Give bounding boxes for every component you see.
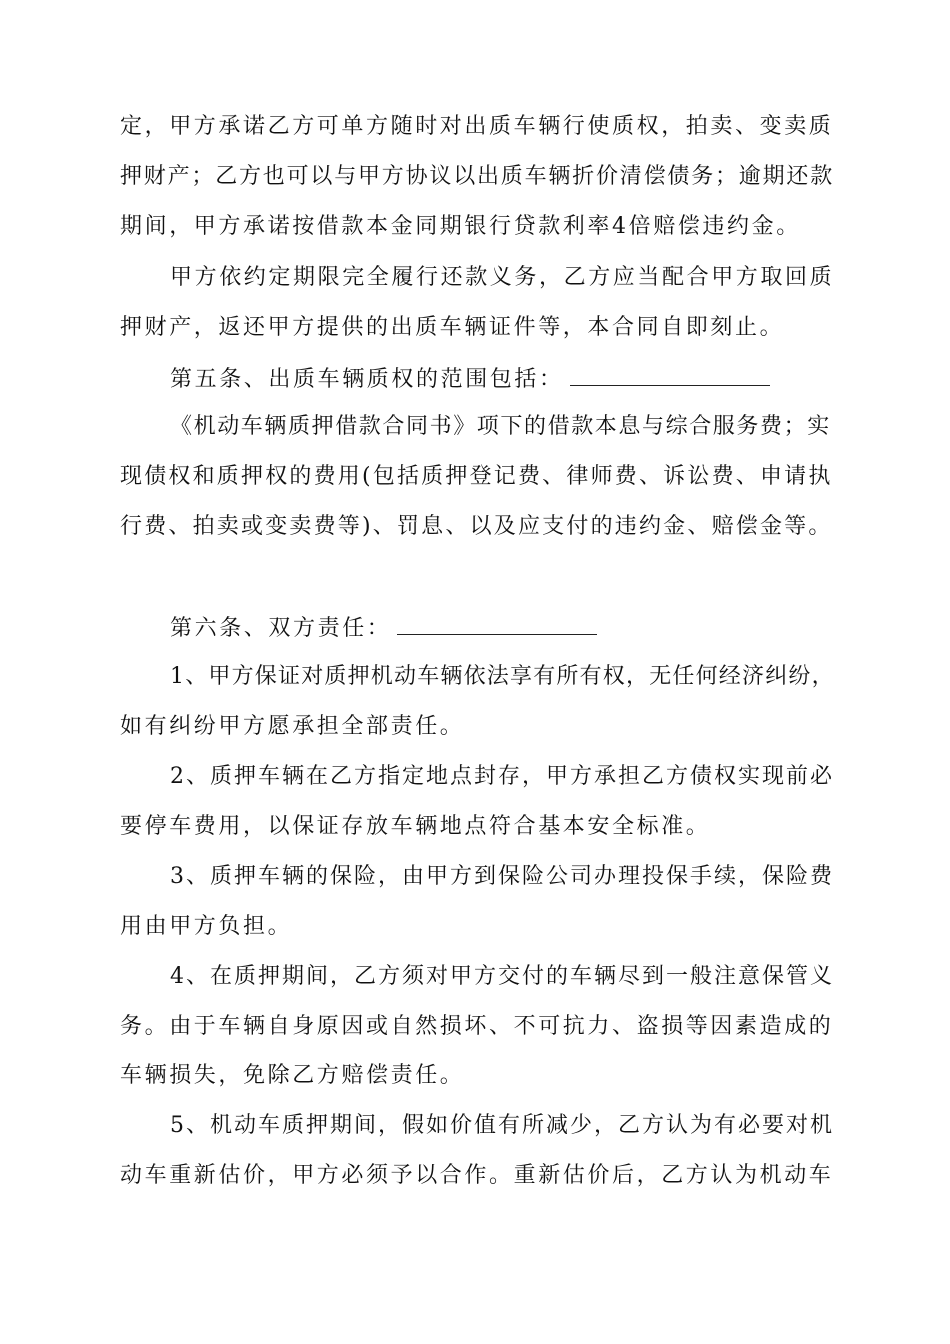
text-line: 务。由于车辆自身原因或自然损坏、不可抗力、盗损等因素造成的 xyxy=(120,1014,834,1039)
text-line: 4、在质押期间，乙方须对甲方交付的车辆尽到一般注意保管义 xyxy=(170,964,834,989)
text-line: 行费、拍卖或变卖费等)、罚息、以及应支付的违约金、赔偿金等。 xyxy=(120,514,833,539)
text-line: 3、质押车辆的保险，由甲方到保险公司办理投保手续，保险费 xyxy=(170,864,834,889)
article-heading-text: 第六条、双方责任： xyxy=(170,616,392,641)
text-line: 现债权和质押权的费用(包括质押登记费、律师费、诉讼费、申请执 xyxy=(120,464,833,489)
fill-in-blank xyxy=(397,612,597,635)
text-line: 押财产；乙方也可以与甲方协议以出质车辆折价清偿债务；逾期还款 xyxy=(120,164,835,189)
text-line: 押财产，返还甲方提供的出质车辆证件等，本合同自即刻止。 xyxy=(120,315,785,340)
text-line: 2、质押车辆在乙方指定地点封存，甲方承担乙方债权实现前必 xyxy=(170,764,834,789)
text-line: 1、甲方保证对质押机动车辆依法享有所有权，无任何经济纠纷， xyxy=(170,664,835,689)
text-line: 《机动车辆质押借款合同书》项下的借款本息与综合服务费；实 xyxy=(170,414,831,439)
article-heading-text: 第五条、出质车辆质权的范围包括： xyxy=(170,367,564,392)
text-line: 期间，甲方承诺按借款本金同期银行贷款利率4倍赔偿违约金。 xyxy=(120,214,801,239)
article-heading xyxy=(170,363,770,395)
text-line: 要停车费用，以保证存放车辆地点符合基本安全标准。 xyxy=(120,814,711,839)
text-line: 车辆损失，免除乙方赔偿责任。 xyxy=(120,1063,465,1088)
text-line: 甲方依约定期限完全履行还款义务，乙方应当配合甲方取回质 xyxy=(170,265,835,290)
text-line: 动车重新估价，甲方必须予以合作。重新估价后，乙方认为机动车 xyxy=(120,1163,834,1188)
text-line: 定，甲方承诺乙方可单方随时对出质车辆行使质权，拍卖、变卖质 xyxy=(120,114,834,139)
text-line: 如有纠纷甲方愿承担全部责任。 xyxy=(120,714,465,739)
article-heading xyxy=(170,612,597,644)
fill-in-blank xyxy=(570,363,770,386)
text-line: 用由甲方负担。 xyxy=(120,914,293,939)
text-line: 5、机动车质押期间，假如价值有所减少，乙方认为有必要对机 xyxy=(170,1113,834,1138)
